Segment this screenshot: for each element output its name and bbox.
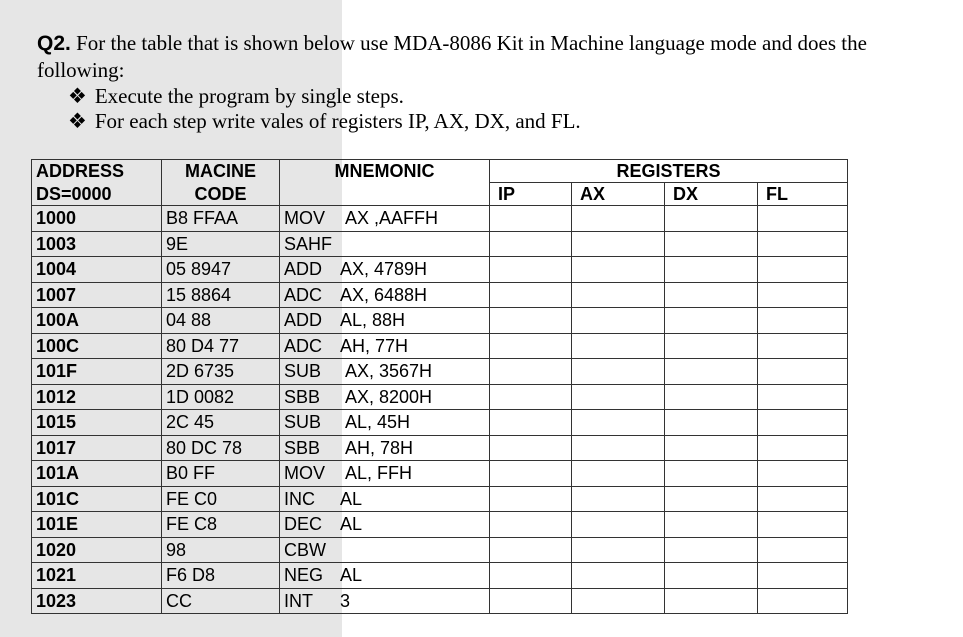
table-header-row: [32, 160, 848, 183]
operands: AL: [340, 514, 363, 535]
machine-code-cell: B8 FFAA: [162, 206, 280, 232]
address-cell: 1012: [32, 384, 162, 410]
ip-cell[interactable]: [490, 486, 572, 512]
operands: AH, 77H: [340, 335, 409, 356]
dx-cell[interactable]: [665, 359, 758, 385]
header-address: ADDRESS: [32, 160, 162, 183]
opcode: SUB: [284, 412, 322, 433]
fl-cell[interactable]: [758, 257, 848, 283]
machine-code-cell: 05 8947: [162, 257, 280, 283]
address-cell: 1021: [32, 563, 162, 589]
table-row: [32, 206, 848, 232]
mnemonic-cell: [280, 231, 490, 257]
dx-cell[interactable]: [665, 308, 758, 334]
table-row: [32, 410, 848, 436]
opcode: NEG: [284, 565, 324, 586]
machine-code-cell: F6 D8: [162, 563, 280, 589]
dx-cell[interactable]: [665, 410, 758, 436]
fl-cell[interactable]: [758, 384, 848, 410]
ip-cell[interactable]: [490, 512, 572, 538]
table-row: [32, 384, 848, 410]
fl-cell[interactable]: [758, 206, 848, 232]
dx-cell[interactable]: [665, 512, 758, 538]
table-row: [32, 537, 848, 563]
machine-code-cell: 04 88: [162, 308, 280, 334]
fl-cell[interactable]: [758, 410, 848, 436]
dx-cell[interactable]: [665, 231, 758, 257]
table-header-row: [32, 183, 848, 206]
instruction-text: For each step write vales of registers IP, AX, DX, and FL.: [94, 109, 581, 133]
ax-cell[interactable]: [572, 231, 665, 257]
mnemonic-cell: [280, 486, 490, 512]
machine-code-cell: 2D 6735: [162, 359, 280, 385]
ip-cell[interactable]: [490, 537, 572, 563]
dx-cell[interactable]: [665, 563, 758, 589]
machine-code-cell: B0 FF: [162, 461, 280, 487]
ip-cell[interactable]: [490, 384, 572, 410]
ip-cell[interactable]: [490, 206, 572, 232]
ax-cell[interactable]: [572, 282, 665, 308]
ax-cell[interactable]: [572, 333, 665, 359]
ip-cell[interactable]: [490, 333, 572, 359]
ax-cell[interactable]: [572, 461, 665, 487]
ax-cell[interactable]: [572, 308, 665, 334]
header-code: MACINE: [162, 160, 280, 183]
mnemonic-cell: [280, 282, 490, 308]
fl-cell[interactable]: [758, 537, 848, 563]
dx-cell[interactable]: [665, 384, 758, 410]
mnemonic-cell: [280, 333, 490, 359]
ax-cell[interactable]: [572, 563, 665, 589]
opcode: MOV: [284, 463, 326, 484]
instruction-item: [68, 109, 927, 134]
dx-cell[interactable]: [665, 435, 758, 461]
table-row: [32, 512, 848, 538]
mnemonic-cell: [280, 257, 490, 283]
operands: AX, 3567H: [345, 361, 433, 382]
table-row: [32, 333, 848, 359]
table-row: [32, 231, 848, 257]
header-ax: AX: [572, 183, 665, 206]
opcode: SAHF: [284, 233, 333, 254]
operands: AL: [340, 488, 363, 509]
program-table: [31, 159, 848, 614]
dx-cell[interactable]: [665, 257, 758, 283]
ax-cell[interactable]: [572, 435, 665, 461]
ax-cell[interactable]: [572, 206, 665, 232]
operands: AL, 45H: [345, 412, 411, 433]
machine-code-cell: 98: [162, 537, 280, 563]
address-cell: 1020: [32, 537, 162, 563]
diamond-bullet-icon: ❖: [68, 84, 87, 108]
header-ip: IP: [490, 183, 572, 206]
mnemonic-cell: [280, 512, 490, 538]
fl-cell[interactable]: [758, 282, 848, 308]
opcode: ADC: [284, 284, 323, 305]
mnemonic-cell: [280, 359, 490, 385]
mnemonic-cell: [280, 384, 490, 410]
ip-cell[interactable]: [490, 231, 572, 257]
header-mnemonic: MNEMONIC: [280, 160, 490, 183]
mnemonic-cell: [280, 206, 490, 232]
opcode: DEC: [284, 514, 323, 535]
mnemonic-cell: [280, 308, 490, 334]
address-cell: 1000: [32, 206, 162, 232]
machine-code-cell: 9E: [162, 231, 280, 257]
header-mnemonic-blank: [280, 183, 490, 206]
operands: AX ,AAFFH: [345, 208, 439, 229]
ip-cell[interactable]: [490, 257, 572, 283]
machine-code-cell: 15 8864: [162, 282, 280, 308]
dx-cell[interactable]: [665, 461, 758, 487]
question-label: Q2.: [37, 32, 71, 55]
header-dx: DX: [665, 183, 758, 206]
table-body: [32, 206, 848, 614]
address-cell: 101E: [32, 512, 162, 538]
fl-cell[interactable]: [758, 308, 848, 334]
diamond-bullet-icon: ❖: [68, 109, 87, 133]
address-cell: 1017: [32, 435, 162, 461]
operands: AX, 4789H: [340, 259, 428, 280]
mnemonic-cell: [280, 563, 490, 589]
dx-cell[interactable]: [665, 537, 758, 563]
table-row: [32, 461, 848, 487]
address-cell: 101F: [32, 359, 162, 385]
fl-cell[interactable]: [758, 486, 848, 512]
dx-cell[interactable]: [665, 282, 758, 308]
ip-cell[interactable]: [490, 435, 572, 461]
machine-code-cell: 80 D4 77: [162, 333, 280, 359]
table-row: [32, 257, 848, 283]
ax-cell[interactable]: [572, 588, 665, 614]
ip-cell[interactable]: [490, 588, 572, 614]
ax-cell[interactable]: [572, 359, 665, 385]
instruction-list: [37, 84, 927, 134]
address-cell: 1015: [32, 410, 162, 436]
opcode: SBB: [284, 386, 321, 407]
mnemonic-cell: [280, 537, 490, 563]
opcode: INC: [284, 488, 315, 509]
header-code-line2: CODE: [162, 183, 280, 206]
opcode: ADD: [284, 259, 323, 280]
address-cell: 101A: [32, 461, 162, 487]
header-fl: FL: [758, 183, 848, 206]
ax-cell[interactable]: [572, 537, 665, 563]
fl-cell[interactable]: [758, 231, 848, 257]
question-intro: [37, 30, 927, 84]
machine-code-cell: CC: [162, 588, 280, 614]
table-row: [32, 308, 848, 334]
machine-code-cell: FE C0: [162, 486, 280, 512]
table-row: [32, 486, 848, 512]
operands: AL, FFH: [345, 463, 413, 484]
ax-cell[interactable]: [572, 384, 665, 410]
table-row: [32, 359, 848, 385]
machine-code-cell: 2C 45: [162, 410, 280, 436]
fl-cell[interactable]: [758, 435, 848, 461]
question-text: For the table that is shown below use MDA-8086 Kit in Machine language mode and does the following:: [37, 31, 867, 82]
ax-cell[interactable]: [572, 257, 665, 283]
instruction-item: [68, 84, 927, 109]
ip-cell[interactable]: [490, 359, 572, 385]
operands: AH, 78H: [345, 437, 414, 458]
mnemonic-cell: [280, 461, 490, 487]
machine-code-cell: 80 DC 78: [162, 435, 280, 461]
ax-cell[interactable]: [572, 410, 665, 436]
opcode: CBW: [284, 539, 326, 560]
table-row: [32, 435, 848, 461]
ip-cell[interactable]: [490, 410, 572, 436]
operands: AX, 6488H: [340, 284, 428, 305]
table-row: [32, 563, 848, 589]
ip-cell[interactable]: [490, 461, 572, 487]
machine-code-cell: FE C8: [162, 512, 280, 538]
address-cell: 100A: [32, 308, 162, 334]
table-row: [32, 282, 848, 308]
mnemonic-cell: [280, 435, 490, 461]
machine-code-cell: 1D 0082: [162, 384, 280, 410]
ip-cell[interactable]: [490, 563, 572, 589]
opcode: ADC: [284, 335, 323, 356]
operands: 3: [340, 590, 351, 611]
operands: AX, 8200H: [345, 386, 433, 407]
header-registers: REGISTERS: [490, 160, 848, 183]
opcode: ADD: [284, 310, 323, 331]
opcode: INT: [284, 590, 313, 611]
address-cell: 1007: [32, 282, 162, 308]
dx-cell[interactable]: [665, 206, 758, 232]
ip-cell[interactable]: [490, 308, 572, 334]
fl-cell[interactable]: [758, 563, 848, 589]
ip-cell[interactable]: [490, 282, 572, 308]
instruction-text: Execute the program by single steps.: [94, 84, 404, 108]
operands: AL: [340, 565, 363, 586]
fl-cell[interactable]: [758, 461, 848, 487]
address-cell: 1023: [32, 588, 162, 614]
ax-cell[interactable]: [572, 512, 665, 538]
mnemonic-cell: [280, 588, 490, 614]
fl-cell[interactable]: [758, 359, 848, 385]
operands: AL, 88H: [340, 310, 406, 331]
question-block: [37, 30, 927, 134]
address-cell: 100C: [32, 333, 162, 359]
ax-cell[interactable]: [572, 486, 665, 512]
dx-cell[interactable]: [665, 588, 758, 614]
dx-cell[interactable]: [665, 333, 758, 359]
mnemonic-cell: [280, 410, 490, 436]
fl-cell[interactable]: [758, 333, 848, 359]
address-cell: 1004: [32, 257, 162, 283]
fl-cell[interactable]: [758, 588, 848, 614]
table-row: [32, 588, 848, 614]
opcode: SUB: [284, 361, 322, 382]
header-address-ds: DS=0000: [32, 183, 162, 206]
address-cell: 101C: [32, 486, 162, 512]
address-cell: 1003: [32, 231, 162, 257]
dx-cell[interactable]: [665, 486, 758, 512]
opcode: MOV: [284, 208, 326, 229]
opcode: SBB: [284, 437, 321, 458]
fl-cell[interactable]: [758, 512, 848, 538]
